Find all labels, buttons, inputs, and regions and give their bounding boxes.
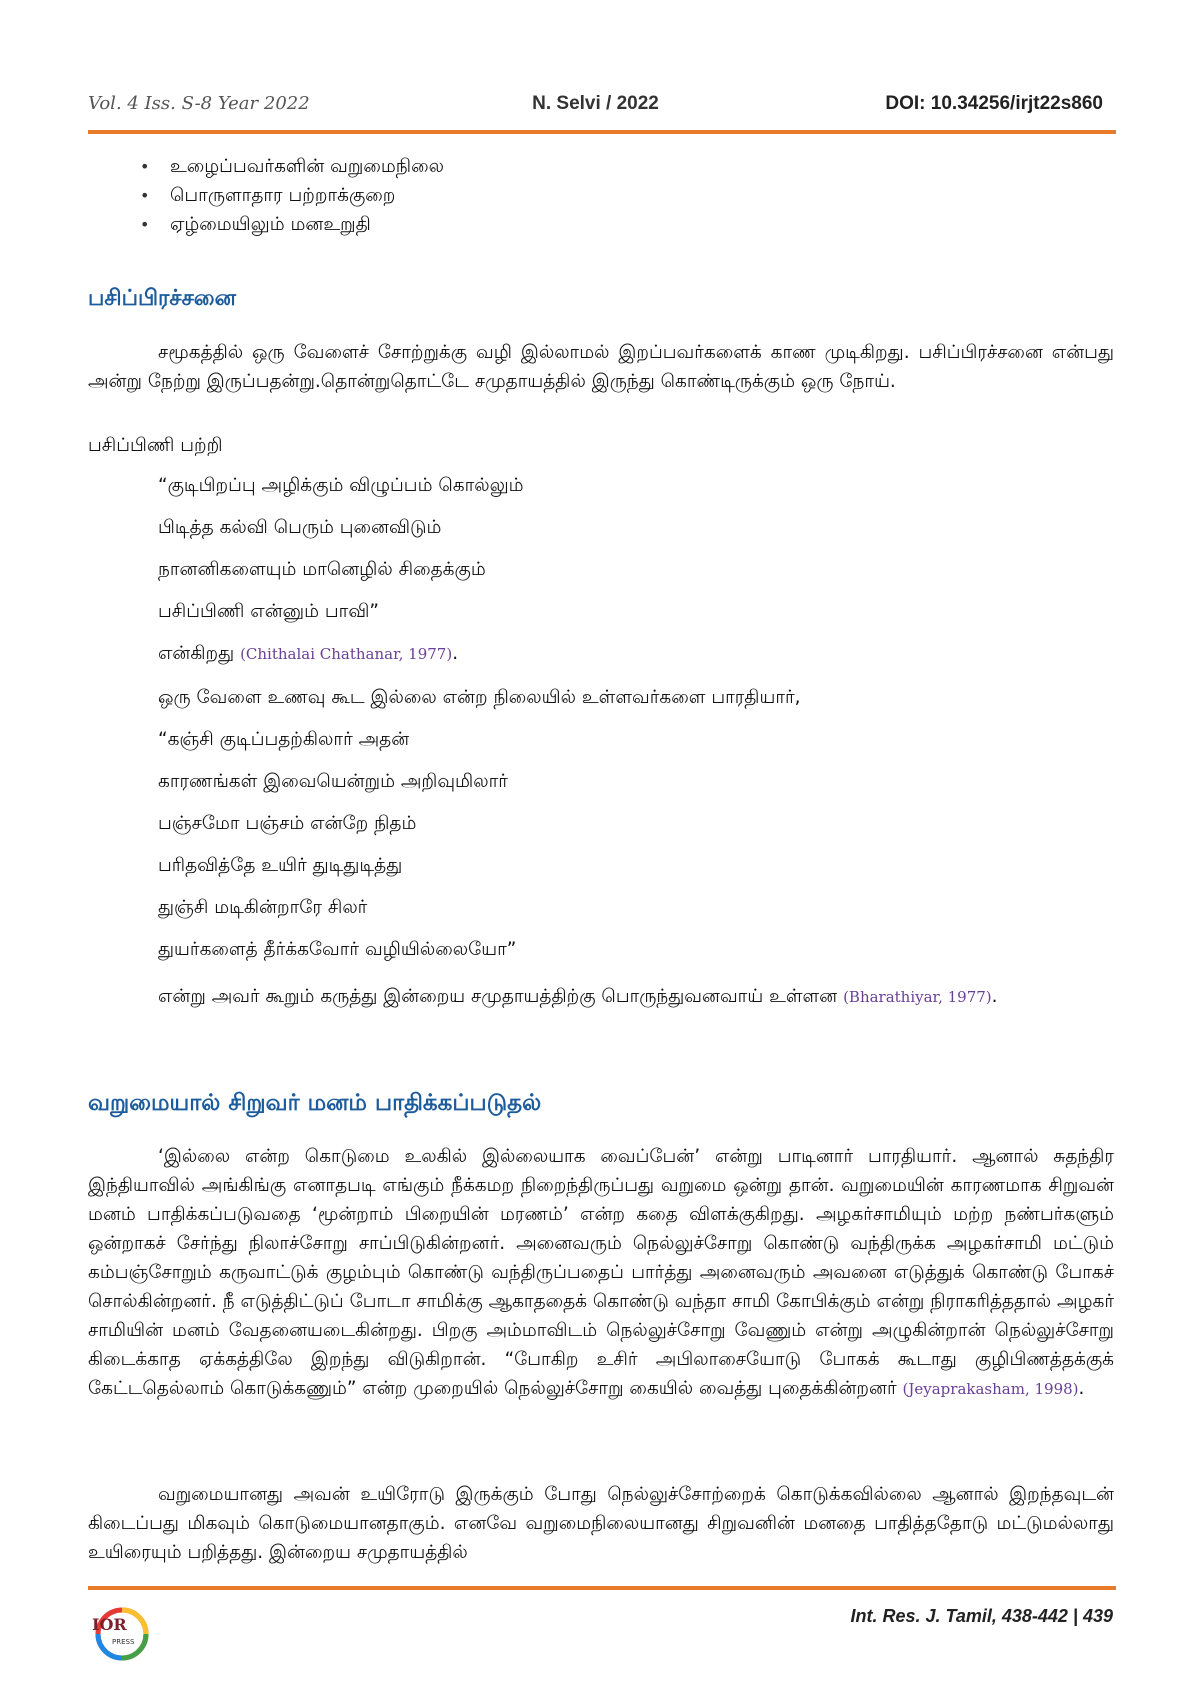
hunger-paragraph: சமூகத்தில் ஒரு வேளைச் சோற்றுக்கு வழி இல்லாமல் இறப்பவர்களைக் காண முடிகிறது. பசிப்பிரச்சனை என்பது அன்று நேற்று இருப்பதன்று.தொன்றுதொட்டே சமுதாயத்தில் இருந்து கொண்டிருக்கும் ஒரு நோய்.	[88, 342, 1114, 392]
bullet-list	[140, 152, 444, 239]
bullet-icon: •	[140, 157, 150, 176]
logo-subtext: PRESS	[112, 1638, 135, 1646]
poverty-paragraph-1	[88, 1142, 1114, 1404]
bullet-icon: •	[140, 215, 150, 234]
poem2-commentary	[88, 982, 1114, 1012]
citation-link[interactable]: (Jeyaprakasham, 1998)	[902, 1380, 1079, 1398]
poem2-line: பஞ்சமோ பஞ்சம் என்றே நிதம்	[158, 813, 417, 834]
paragraph-end: .	[1078, 1378, 1085, 1399]
attribution-text: என்கிறது	[158, 643, 241, 664]
poem1-line: நானனிகளையும் மானெழில் சிதைக்கும்	[158, 559, 486, 580]
bullet-icon: •	[140, 186, 150, 205]
logo-text: IOR	[92, 1615, 127, 1634]
paragraph-text: ‘இல்லை என்ற கொடுமை உலகில் இல்லையாக வைப்பேன்’ என்று பாடினார் பாரதியார். ஆனால் சுதந்திர இந்தியாவில் அங்கிங்கு எனாதபடி எங்கும் நீக்கமற நிறைந்திருப்பது வறுமை ஒன்று தான். வறுமையின் காரணமாக சிறுவன் மனம் பாதிக்கப்படுவதை ‘மூன்றாம் பிறையின் மரணம்’ என்ற கதை விளக்குகிறது. அழகர்சாமியும் மற்ற நண்பர்களும் ஒன்றாகச் சேர்ந்து நிலாச்சோறு சாப்பிடுகின்றனர். அனைவரும் நெல்லுச்சோறு கொண்டு வந்திருக்க அழகர்சாமி மட்டும் கம்பஞ்சோறும் கருவாட்டுக் குழம்பும் கொண்டு வந்திருப்பதைப் பார்த்து அனைவரும் அவனை எடுத்துக் கொண்டு போகச் சொல்கின்றனர். நீ எடுத்திட்டுப் போடா சாமிக்கு ஆகாததைக் கொண்டு வந்தா சாமி கோபிக்கும் என்று நிராகரித்ததால் அழகர் சாமியின் மனம் வேதனையடைகின்றது. பிறகு அம்மாவிடம் நெல்லுச்சோறு வேணும் என்று அழுகின்றான் நெல்லுச்சோறு கிடைக்காத ஏக்கத்திலே இறந்து விடுகிறான். “போகிற உசிர் அபிலாசையோடு போகக் கூடாது குழிபிணத்தக்குக் கேட்டதெல்லாம் கொடுக்கணும்” என்ற முறையில் நெல்லுச்சோறு கையில் வைத்து புதைக்கின்றனர்	[88, 1146, 1114, 1399]
author-label: N. Selvi / 2022	[532, 93, 659, 114]
poem2-line: துஞ்சி மடிகின்றாரே சிலர்	[158, 897, 368, 918]
journal-citation: Int. Res. J. Tamil, 438-442 | 439	[850, 1606, 1113, 1626]
volume-label: Vol. 4 Iss. S-8 Year 2022	[88, 93, 310, 114]
poem2-line: பரிதவித்தே உயிர் துடிதுடித்து	[158, 855, 403, 876]
poem1-line: பிடித்த கல்வி பெரும் புனைவிடும்	[158, 517, 442, 538]
footer-divider	[88, 1586, 1116, 1590]
header-divider	[88, 130, 1116, 134]
poem2-line: காரணங்கள் இவையென்றும் அறிவுமிலார்	[158, 771, 508, 792]
list-item	[140, 152, 444, 181]
list-item-text: பொருளாதார பற்றாக்குறை	[170, 185, 396, 206]
list-item	[140, 181, 444, 210]
poem1-line: “குடிபிறப்பு அழிக்கும் விழுப்பம் கொல்லும்	[158, 475, 524, 496]
poverty-paragraph-2: வறுமையானது அவன் உயிரோடு இருக்கும் போது நெல்லுச்சோற்றைக் கொடுக்கவில்லை ஆனால் இறந்தவுடன் கிடைப்பது மிகவும் கொடுமையானதாகும். எனவே வறுமைநிலையானது சிறுவனின் மனதை பாதித்ததோடு மட்டுமல்லாது உயிரையும் பறித்தது. இன்றைய சமுதாயத்தில்	[88, 1484, 1114, 1563]
commentary-text: என்று அவர் கூறும் கருத்து இன்றைய சமுதாயத்திற்கு பொருந்துவனவாய் உள்ளன	[158, 986, 844, 1007]
hunger-label: பசிப்பிணி பற்றி	[88, 435, 223, 456]
poem2-line: துயர்களைத் தீர்க்கவோர் வழியில்லையோ”	[158, 939, 517, 960]
list-item	[140, 210, 444, 239]
list-item-text: ஏழ்மையிலும் மனஉறுதி	[170, 214, 371, 235]
commentary-end: .	[991, 986, 998, 1007]
section-heading-hunger: பசிப்பிரச்சனை	[88, 286, 236, 311]
page-header	[88, 93, 1103, 123]
citation-link[interactable]: (Bharathiyar, 1977)	[843, 988, 992, 1006]
poem1-line: பசிப்பிணி என்னும் பாவி”	[158, 601, 379, 622]
publisher-logo-icon	[88, 1600, 152, 1664]
poem1-attribution	[158, 642, 458, 666]
list-item-text: உழைப்பவர்களின் வறுமைநிலை	[170, 156, 444, 177]
section-heading-poverty: வறுமையால் சிறுவர் மனம் பாதிக்கப்படுதல்	[88, 1090, 542, 1116]
attribution-end: .	[452, 643, 459, 664]
poem2-intro: ஒரு வேளை உணவு கூட இல்லை என்ற நிலையில் உள்ளவர்களை பாரதியார்,	[158, 687, 801, 708]
citation-link[interactable]: (Chithalai Chathanar, 1977)	[240, 645, 453, 663]
doi-label[interactable]: DOI: 10.34256/irjt22s860	[885, 93, 1103, 114]
poem2-line: “கஞ்சி குடிப்பதற்கிலார் அதன்	[158, 729, 410, 750]
